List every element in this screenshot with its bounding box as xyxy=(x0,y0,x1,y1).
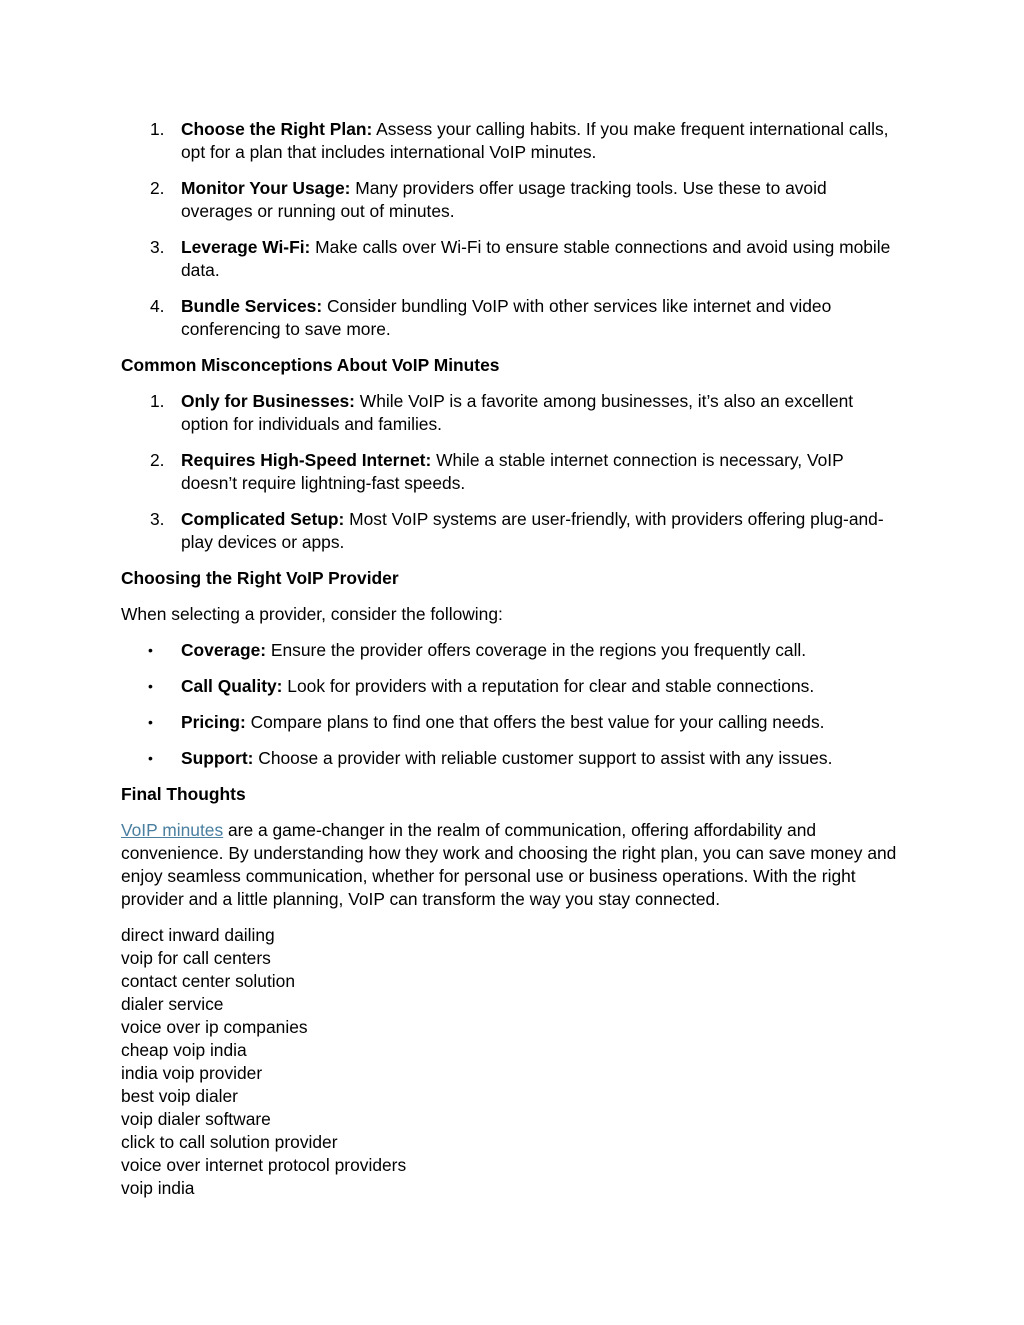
provider-heading: Choosing the Right VoIP Provider xyxy=(121,568,399,588)
item-label: Requires High-Speed Internet: xyxy=(181,450,432,470)
provider-intro: When selecting a provider, consider the following: xyxy=(121,604,503,624)
item-text: Compare plans to find one that offers the best value for your calling needs. xyxy=(245,712,825,732)
list-item xyxy=(121,711,901,734)
keyword-line: best voip dialer xyxy=(121,1086,238,1106)
item-text: Consider bundling VoIP with other services like internet and video conferencing to save more. xyxy=(181,296,832,339)
keyword-line: cheap voip india xyxy=(121,1040,247,1060)
item-label: Only for Businesses: xyxy=(181,391,355,411)
item-label: Support: xyxy=(181,748,254,768)
voip-minutes-link[interactable]: VoIP minutes xyxy=(121,820,224,840)
list-item xyxy=(121,747,901,770)
keyword-line: click to call solution provider xyxy=(121,1132,338,1152)
provider-list xyxy=(121,639,901,770)
item-label: Choose the Right Plan: xyxy=(181,119,373,139)
keyword-line: voip india xyxy=(121,1178,195,1198)
item-text: Look for providers with a reputation for clear and stable connections. xyxy=(282,676,815,696)
keyword-line: india voip provider xyxy=(121,1063,263,1083)
item-text: Assess your calling habits. If you make frequent international calls, opt for a plan that includes international VoIP minutes. xyxy=(181,119,889,162)
keyword-line: contact center solution xyxy=(121,971,296,991)
item-text: Ensure the provider offers coverage in the regions you frequently call. xyxy=(266,640,807,660)
bullet-icon: • xyxy=(148,642,153,658)
item-label: Leverage Wi-Fi: xyxy=(181,237,311,257)
misconceptions-list xyxy=(121,390,901,554)
item-text: Most VoIP systems are user-friendly, with providers offering plug-and-play devices or apps. xyxy=(181,509,884,552)
item-label: Monitor Your Usage: xyxy=(181,178,351,198)
bullet-icon: • xyxy=(148,714,153,730)
final-body: are a game-changer in the realm of communication, offering affordability and convenience. By understanding how they work and choosing the right plan, you can save money and enjoy seamless communication, whether for personal use or business operations. With the right provider and a little planning, VoIP can transform the way you stay connected. xyxy=(121,820,897,909)
keyword-list xyxy=(121,924,901,1200)
list-item xyxy=(121,449,901,495)
keyword-line: voip for call centers xyxy=(121,948,271,968)
list-item xyxy=(121,508,901,554)
list-item xyxy=(121,675,901,698)
keyword-line: voip dialer software xyxy=(121,1109,271,1129)
list-item xyxy=(121,295,901,341)
list-number: 1. xyxy=(150,119,165,139)
item-text: Many providers offer usage tracking tools. Use these to avoid overages or running out of minutes. xyxy=(181,178,827,221)
item-text: Make calls over Wi-Fi to ensure stable connections and avoid using mobile data. xyxy=(181,237,891,280)
item-label: Coverage: xyxy=(181,640,267,660)
tips-list xyxy=(121,118,901,341)
item-text: While a stable internet connection is necessary, VoIP doesn’t require lightning-fast speeds. xyxy=(181,450,844,493)
item-label: Pricing: xyxy=(181,712,246,732)
misconceptions-heading: Common Misconceptions About VoIP Minutes xyxy=(121,355,500,375)
list-item xyxy=(121,177,901,223)
bullet-icon: • xyxy=(148,678,153,694)
item-text: Choose a provider with reliable customer support to assist with any issues. xyxy=(253,748,833,768)
keyword-line: dialer service xyxy=(121,994,224,1014)
list-number: 2. xyxy=(150,178,165,198)
list-item xyxy=(121,639,901,662)
list-item xyxy=(121,118,901,164)
list-item xyxy=(121,390,901,436)
list-number: 2. xyxy=(150,450,165,470)
bullet-icon: • xyxy=(148,750,153,766)
list-item xyxy=(121,236,901,282)
list-number: 1. xyxy=(150,391,165,411)
document-page xyxy=(121,118,901,1200)
list-number: 4. xyxy=(150,296,165,316)
item-label: Bundle Services: xyxy=(181,296,323,316)
final-heading: Final Thoughts xyxy=(121,784,246,804)
keyword-line: voice over ip companies xyxy=(121,1017,308,1037)
final-paragraph xyxy=(121,819,901,911)
list-number: 3. xyxy=(150,509,165,529)
item-text: While VoIP is a favorite among businesses, it’s also an excellent option for individuals and families. xyxy=(181,391,854,434)
item-label: Complicated Setup: xyxy=(181,509,345,529)
keyword-line: voice over internet protocol providers xyxy=(121,1155,407,1175)
list-number: 3. xyxy=(150,237,165,257)
keyword-line: direct inward dailing xyxy=(121,925,275,945)
item-label: Call Quality: xyxy=(181,676,283,696)
